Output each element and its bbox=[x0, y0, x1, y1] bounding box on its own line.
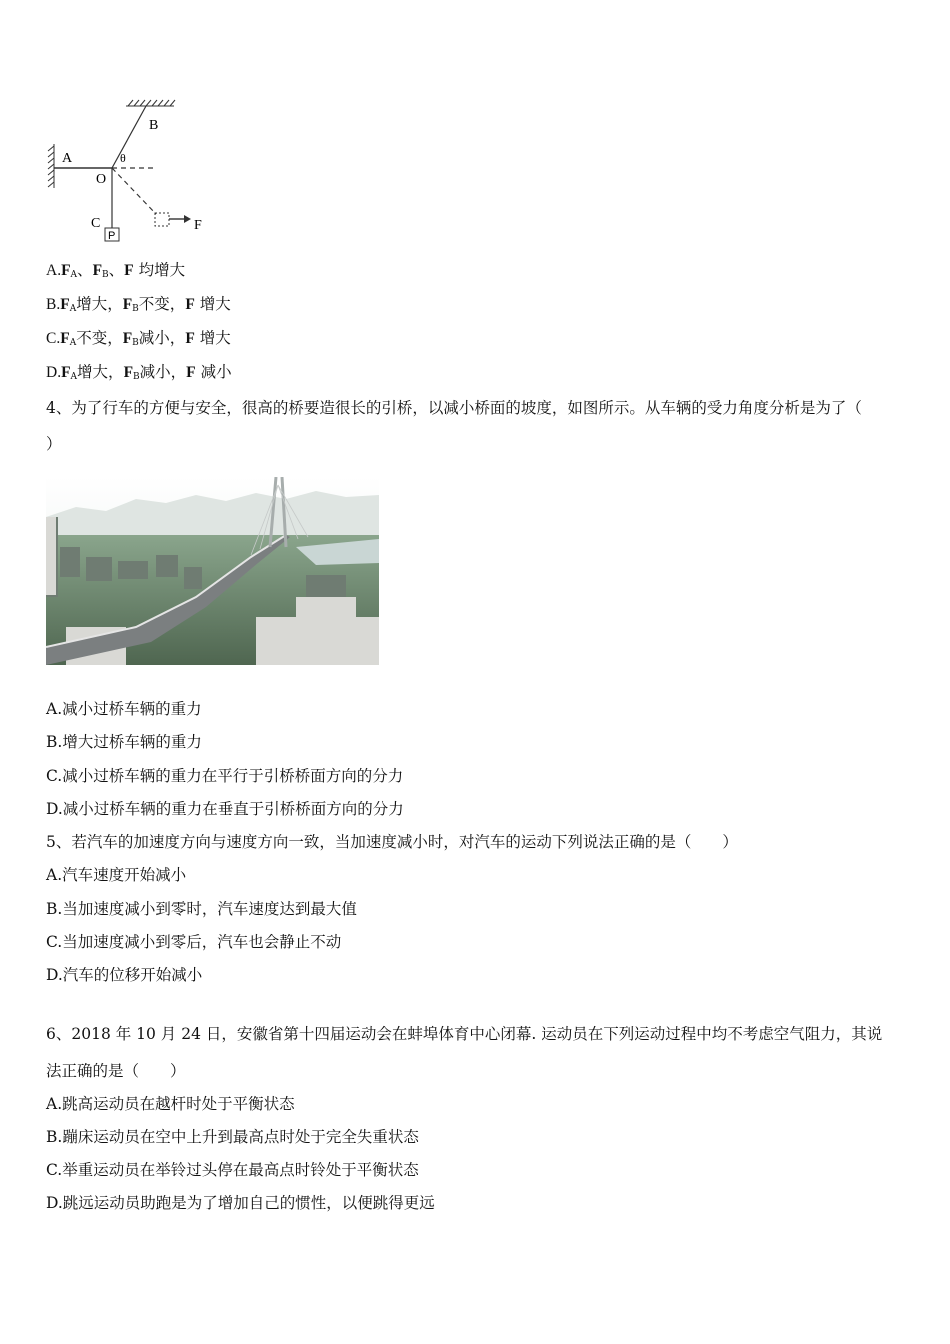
wall-support bbox=[48, 144, 54, 188]
q4-option-b[interactable]: B.增大过桥车辆的重力 bbox=[46, 733, 202, 751]
q6-option-c[interactable]: C.举重运动员在举铃过头停在最高点时铃处于平衡状态 bbox=[46, 1161, 419, 1179]
ceiling-support bbox=[126, 100, 175, 106]
q4-stem-line1: 4、为了行车的方便与安全，很高的桥要造很长的引桥，以减小桥面的坡度，如图所示。从车辆的受力角度分析是为了（ bbox=[46, 399, 862, 417]
label-o: O bbox=[96, 172, 107, 187]
rope-ob bbox=[112, 106, 146, 168]
q5-option-b[interactable]: B.当加速度减小到零时，汽车速度达到最大值 bbox=[46, 900, 357, 918]
q3-option-c[interactable]: $C.F_A$不变，$F_B$减小，F 增大 bbox=[46, 329, 231, 348]
q4-option-c[interactable]: C.减小过桥车辆的重力在平行于引桥桥面方向的分力 bbox=[46, 767, 404, 785]
q6-stem-line2: 法正确的是（ ） bbox=[46, 1062, 186, 1080]
label-c: C bbox=[91, 216, 101, 231]
q4-option-d[interactable]: D.减小过桥车辆的重力在垂直于引桥桥面方向的分力 bbox=[46, 800, 404, 818]
label-f: F bbox=[194, 218, 202, 233]
q6-option-a[interactable]: A.跳高运动员在越杆时处于平衡状态 bbox=[46, 1095, 295, 1113]
q5-option-c[interactable]: C.当加速度减小到零后，汽车也会静止不动 bbox=[46, 933, 342, 951]
label-b: B bbox=[149, 118, 159, 133]
q4-option-a[interactable]: A.减小过桥车辆的重力 bbox=[46, 700, 202, 718]
q3-option-d[interactable]: $D.F_A$增大，$F_B$减小，F 减小 bbox=[46, 363, 232, 382]
arrow-head-icon bbox=[184, 215, 191, 223]
weight-new-position bbox=[155, 213, 169, 226]
q4-stem-line2: ） bbox=[46, 435, 62, 453]
label-a: A bbox=[62, 151, 73, 166]
q3-option-b[interactable]: $B.F_A$增大，$F_B$不变，F 增大 bbox=[46, 295, 231, 314]
bridge-photo bbox=[46, 477, 379, 665]
q6-stem-line1: 6、2018 年 10 月 24 日，安徽省第十四届运动会在蚌埠体育中心闭幕. 运动员在下列运动过程中均不考虑空气阻力，其说 bbox=[46, 1025, 883, 1043]
label-theta: θ bbox=[120, 151, 126, 165]
q5-option-a[interactable]: A.汽车速度开始减小 bbox=[46, 866, 187, 884]
label-p: P bbox=[108, 230, 116, 242]
force-diagram bbox=[40, 96, 220, 246]
q5-option-d[interactable]: D.汽车的位移开始减小 bbox=[46, 966, 203, 984]
dashed-path bbox=[112, 168, 156, 214]
q6-option-b[interactable]: B.蹦床运动员在空中上升到最高点时处于完全失重状态 bbox=[46, 1128, 419, 1146]
q3-option-a[interactable]: $A.F_A$、$F_B$、F 均增大 bbox=[46, 261, 186, 280]
q5-stem: 5、若汽车的加速度方向与速度方向一致，当加速度减小时，对汽车的运动下列说法正确的是（ ） bbox=[46, 833, 738, 851]
q6-option-d[interactable]: D.跳远运动员助跑是为了增加自己的惯性，以便跳得更远 bbox=[46, 1194, 435, 1212]
